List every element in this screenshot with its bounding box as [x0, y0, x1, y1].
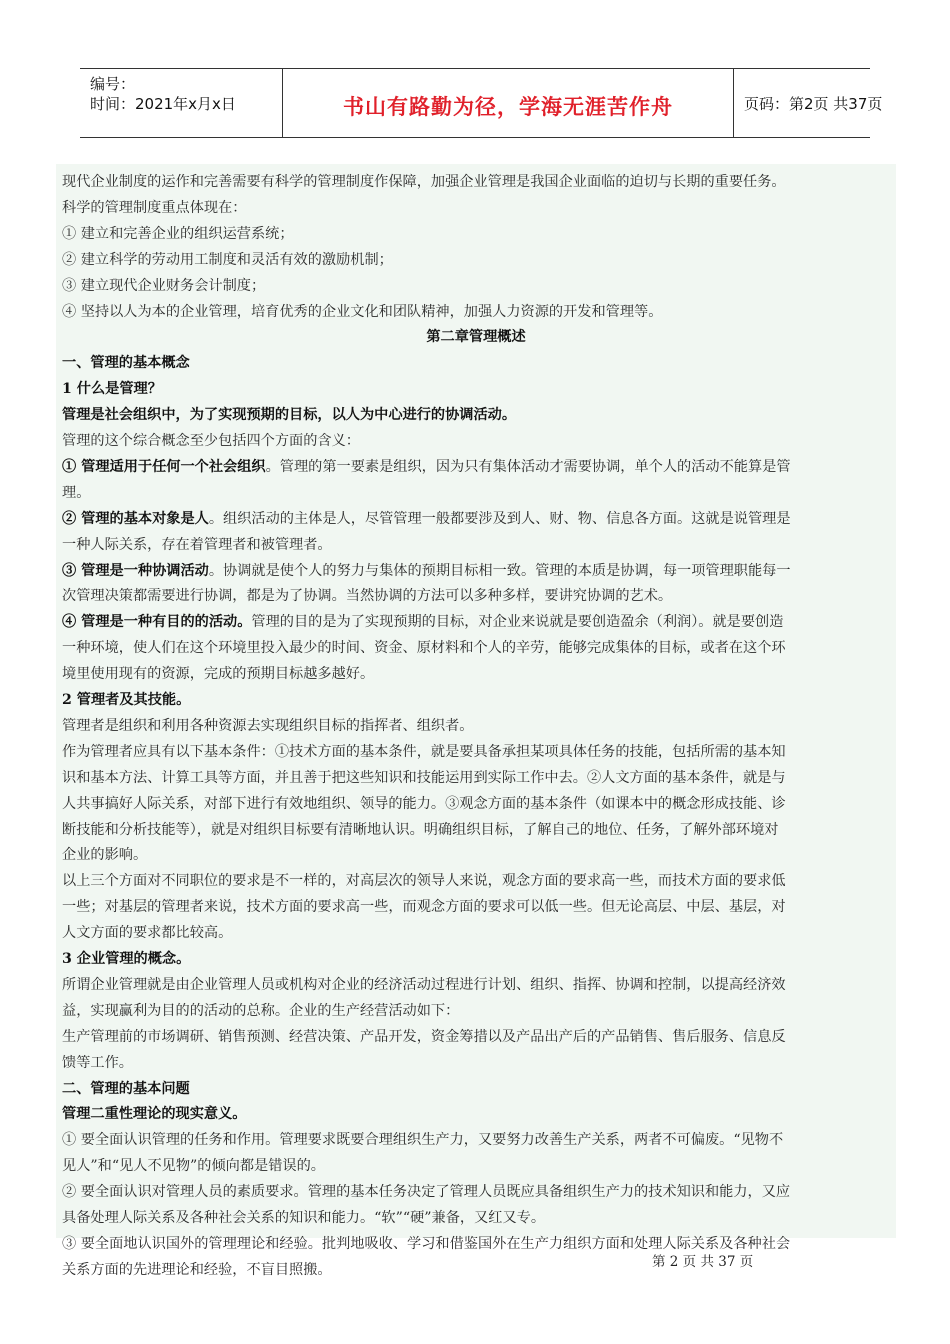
text-line: 管理二重性理论的现实意义。	[62, 1106, 247, 1123]
bold-lead-text: ① 管理适用于任何一个社会组织	[62, 458, 266, 475]
text-line: ① 建立和完善企业的组织运营系统；	[62, 225, 294, 242]
text-line: 人共事搞好人际关系，对部下进行有效地组织、领导的能力。③观念方面的基本条件（如课本中的概念形成技能、诊	[62, 795, 786, 812]
text-line: 识和基本方法、计算工具等方面，并且善于把这些知识和技能运用到实际工作中去。②人文方面的基本条件，就是与	[62, 769, 786, 786]
text-line: 以上三个方面对不同职位的要求是不一样的，对高层次的领导人来说，观念方面的要求高一些，而技术方面的要求低	[62, 873, 786, 890]
text-line: 1 什么是管理？	[62, 381, 162, 398]
page-header	[80, 68, 883, 138]
text-line: 见人”和“见人不见物”的倾向都是错误的。	[62, 1158, 325, 1175]
line-text: 。组织活动的主体是人，尽管管理一般都要涉及到人、财、物、信息各方面。这就是说管理是	[208, 510, 791, 527]
text-line: 馈等工作。	[62, 1054, 133, 1071]
text-line: 理。	[62, 484, 91, 501]
text-line	[62, 561, 791, 581]
page-footer: 第 2 页 共 37 页	[652, 1254, 754, 1270]
text-line: 人文方面的要求都比较高。	[62, 925, 233, 942]
text-line: 企业的影响。	[62, 847, 148, 864]
text-line: 次管理决策都需要进行协调，都是为了协调。当然协调的方法可以多种多样，要讲究协调的艺术。	[62, 588, 673, 605]
text-line: 一些；对基层的管理者来说，技术方面的要求高一些，而观念方面的要求可以低一些。但无论高层、中层、基层，对	[62, 899, 786, 916]
header-motto-cell	[282, 69, 734, 137]
text-line: 2 管理者及其技能。	[62, 692, 191, 708]
document-number-label: 编号：	[90, 75, 136, 93]
text-line: ② 要全面认识对管理人员的素质要求。管理的基本任务决定了管理人员既应具备组织生产力的技术知识和能力，又应	[62, 1184, 791, 1201]
chapter-title: 第二章管理概述	[426, 329, 526, 346]
text-line: ④ 坚持以人为本的企业管理，培育优秀的企业文化和团队精神，加强人力资源的开发和管理等。	[62, 303, 663, 320]
text-line: 所谓企业管理就是由企业管理人员或机构对企业的经济活动过程进行计划、组织、指挥、协调和控制，以提高经济效	[62, 976, 786, 993]
header-page-number: 页码：第2页 共37页	[744, 95, 883, 113]
bold-lead-text: ③ 管理是一种协调活动	[62, 562, 209, 579]
text-line	[62, 509, 791, 529]
text-line: 一种环境，使人们在这个环境里投入最少的时间、资金、原材料和个人的辛劳，能够完成集体的目标，或者在这个环	[62, 640, 786, 657]
text-line: ③ 建立现代企业财务会计制度；	[62, 277, 266, 294]
text-line: 现代企业制度的运作和完善需要有科学的管理制度作保障，加强企业管理是我国企业面临的迫切与长期的重要任务。	[62, 174, 786, 190]
text-line: 科学的管理制度重点体现在：	[62, 199, 247, 216]
text-line	[62, 612, 783, 632]
text-line: ③ 要全面地认识国外的管理理论和经验。批判地吸收、学习和借鉴国外在生产力组织方面和处理人际关系及各种社会	[62, 1235, 791, 1252]
text-line: 管理者是组织和利用各种资源去实现组织目标的指挥者、组织者。	[62, 717, 474, 734]
bold-lead-text: ④ 管理是一种有目的的活动。	[62, 614, 252, 631]
header-page-cell	[734, 69, 883, 137]
text-line: 益，实现赢利为目的的活动的总称。企业的生产经营活动如下：	[62, 1002, 460, 1019]
text-line: 管理是社会组织中，为了实现预期的目标，以人为中心进行的协调活动。	[62, 407, 517, 424]
text-line: 断技能和分析技能等），就是对组织目标要有清晰地认识。明确组织目标，了解自己的地位、任务，了解外部环境对	[62, 821, 779, 838]
text-line: 3 企业管理的概念。	[62, 951, 191, 967]
header-motto: 书山有路勤为径，学海无涯苦作舟	[343, 95, 673, 119]
text-line: 关系方面的先进理论和经验，不盲目照搬。	[62, 1261, 332, 1278]
text-line: ① 要全面认识管理的任务和作用。管理要求既要合理组织生产力，又要努力改善生产关系，两者不可偏废。“见物不	[62, 1132, 784, 1149]
text-line: 生产管理前的市场调研、销售预测、经营决策、产品开发，资金筹措以及产品出产后的产品销售、售后服务、信息反	[62, 1028, 786, 1045]
text-line	[62, 457, 791, 477]
text-line: 一种人际关系，存在着管理者和被管理者。	[62, 536, 332, 553]
bold-lead-text: ② 管理的基本对象是人	[62, 510, 209, 527]
text-line: 具备处理人际关系及各种社会关系的知识和能力。“软”“硬”兼备，又红又专。	[62, 1210, 546, 1226]
text-line: 境里使用现有的资源，完成的预期目标越多越好。	[62, 666, 375, 683]
line-text: 。协调就是使个人的努力与集体的预期目标相一致。管理的本质是协调，每一项管理职能每一	[208, 562, 791, 579]
header-info-cell	[80, 69, 282, 137]
document-date-label: 时间：2021年x月x日	[90, 95, 236, 113]
line-text: 。管理的第一要素是组织，因为只有集体活动才需要协调，单个人的活动不能算是管	[265, 458, 791, 475]
text-line: 管理的这个综合概念至少包括四个方面的含义：	[62, 433, 360, 449]
text-line: 二、管理的基本问题	[62, 1080, 190, 1097]
text-line: 一、管理的基本概念	[62, 355, 190, 372]
text-line: 作为管理者应具有以下基本条件：①技术方面的基本条件，就是要具备承担某项具体任务的技能，包括所需的基本知	[62, 743, 786, 760]
line-text: 管理的目的是为了实现预期的目标，对企业来说就是要创造盈余（利润）。就是要创造	[251, 614, 784, 631]
text-line: ② 建立科学的劳动用工制度和灵活有效的激励机制；	[62, 251, 393, 268]
